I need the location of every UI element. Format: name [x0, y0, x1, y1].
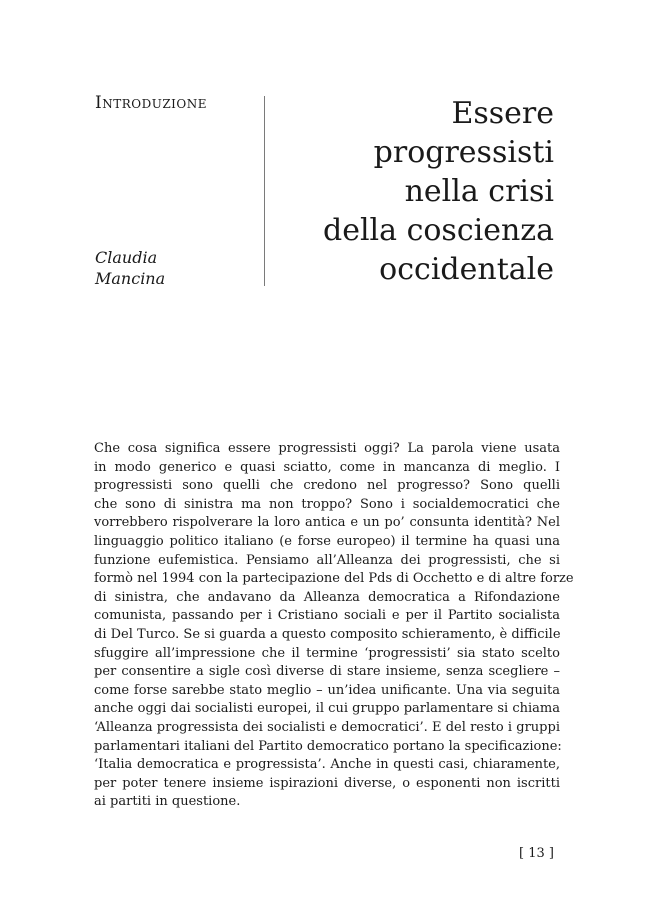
header-divider: [264, 96, 265, 286]
body-line: per consentire a sigle così diverse di stare insieme, senza scegliere –: [94, 664, 560, 680]
body-line: in modo generico e quasi sciatto, come in mancanza di meglio. I: [94, 459, 560, 475]
title-line: della coscienza: [323, 213, 554, 248]
author-first-name: Claudia: [95, 248, 158, 267]
body-line: progressisti sono quelli che credono nel progresso? Sono quelli: [94, 478, 560, 494]
body-line: comunista, passando per i Cristiano sociali e per il Partito socialista: [94, 608, 560, 624]
body-line: come forse sarebbe stato meglio – un’idea unificante. Una via seguita: [94, 682, 560, 698]
author-last-name: Mancina: [95, 269, 166, 288]
title-line: occidentale: [379, 252, 554, 287]
body-line: ‘Italia democratica e progressista’. Anche in questi casi, chiaramente,: [94, 757, 560, 773]
body-paragraph: [94, 440, 574, 812]
body-line: parlamentari italiani del Partito democratico portano la specificazione:: [94, 738, 562, 754]
body-line: Che cosa significa essere progressisti oggi? La parola viene usata: [94, 441, 560, 456]
body-line: che sono di sinistra ma non troppo? Sono i socialdemocratici che: [94, 496, 560, 512]
chapter-title: [323, 94, 554, 289]
body-line: vorrebbero rispolverare la loro antica e un po’ consunta identità? Nel: [94, 515, 560, 531]
title-line: progressisti: [373, 135, 554, 170]
body-line: ai partiti in questione.: [94, 794, 241, 810]
body-line: ‘Alleanza progressista dei socialisti e democratici’. E del resto i gruppi: [94, 719, 560, 735]
body-line: di Del Turco. Se si guarda a questo composito schieramento, è difficile: [94, 626, 561, 642]
title-line: Essere: [451, 96, 554, 131]
page-number: [ 13 ]: [519, 846, 554, 861]
body-line: anche oggi dai socialisti europei, il cui gruppo parlamentare si chiama: [94, 701, 560, 717]
body-line: formò nel 1994 con la partecipazione del Pds di Occhetto e di altre forze: [94, 571, 574, 587]
body-line: per poter tenere insieme ispirazioni diverse, o esponenti non iscritti: [94, 775, 560, 791]
author-name: [95, 247, 165, 289]
body-line: di sinistra, che andavano da Alleanza democratica a Rifondazione: [94, 589, 560, 605]
body-line: funzione eufemistica. Pensiamo all’Alleanza dei progressisti, che si: [94, 552, 560, 568]
title-line: nella crisi: [404, 174, 554, 209]
body-line: sfuggire all’impressione che il termine ‘progressisti’ sia stato scelto: [94, 645, 560, 661]
body-line: linguaggio politico italiano (e forse europeo) il termine ha quasi una: [94, 533, 560, 549]
section-label: Introduzione: [95, 93, 208, 113]
